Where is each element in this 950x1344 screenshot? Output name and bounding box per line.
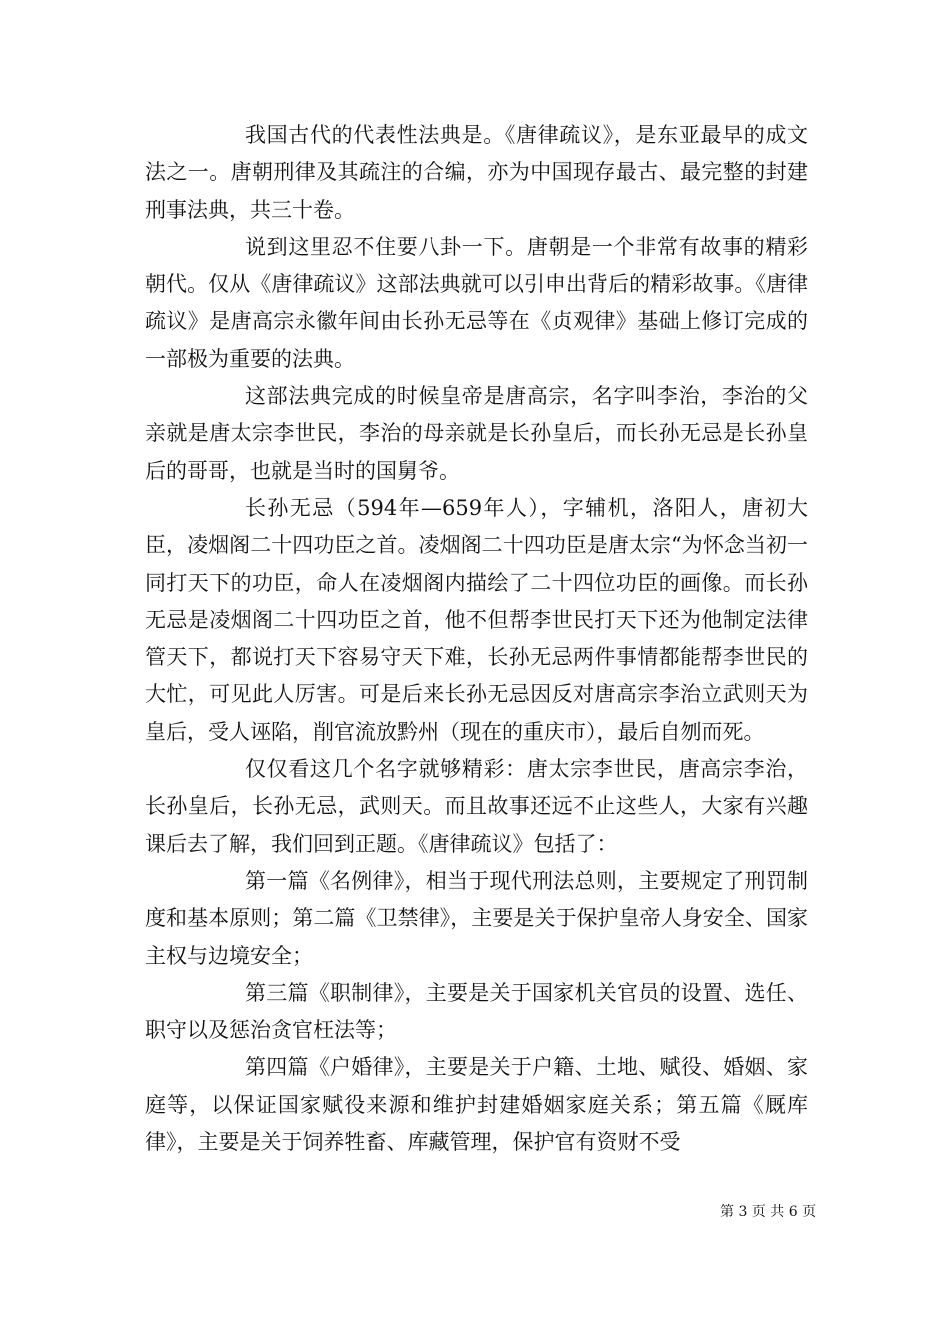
paragraph-4: 长孙无忌（594年—659年人），字辅机，洛阳人，唐初大臣，凌烟阁二十四功臣之首。凌烟阁二十四功臣是唐太宗“为怀念当初一同打天下的功臣，命人在凌烟阁内描绘了二十四位功臣的画像。而长孙无忌是凌烟阁二十四功臣之首，他不但帮李世民打天下还为他制定法律管天下，都说打天下容易守天下难，长孙无忌两件事情都能帮李世民的大忙，可见此人厉害。可是后来长孙无忌因反对唐高宗李治立武则天为皇后，受人诬陷，削官流放黔州（现在的重庆市），最后自刎而死。 [145,495,808,744]
paragraph-7: 第三篇《职制律》，主要是关于国家机关官员的设置、选任、职守以及惩治贪官枉法等； [145,980,808,1043]
paragraph-8: 第四篇《户婚律》，主要是关于户籍、土地、赋役、婚姻、家庭等，以保证国家赋役来源和维护封建婚姻家庭关系；第五篇《厩库律》，主要是关于饲养牲畜、库藏管理，保护官有资财不受 [145,1055,808,1155]
document-body [145,117,808,1161]
paragraph-2: 说到这里忍不住要八卦一下。唐朝是一个非常有故事的精彩朝代。仅从《唐律疏议》这部法典就可以引申出背后的精彩故事。《唐律疏议》是唐高宗永徽年间由长孙无忌等在《贞观律》基础上修订完成的一部极为重要的法典。 [145,234,808,371]
paragraph-6: 第一篇《名例律》，相当于现代刑法总则，主要规定了刑罚制度和基本原则；第二篇《卫禁律》，主要是关于保护皇帝人身安全、国家主权与边境安全； [145,868,808,968]
page-number-footer: 第 3 页 共 6 页 [720,1204,817,1220]
paragraph-3: 这部法典完成的时候皇帝是唐高宗，名字叫李治，李治的父亲就是唐太宗李世民，李治的母亲就是长孙皇后，而长孙无忌是长孙皇后的哥哥，也就是当时的国舅爷。 [145,384,808,483]
paragraph-1: 我国古代的代表性法典是。《唐律疏议》，是东亚最早的成文法之一。唐朝刑律及其疏注的合编，亦为中国现存最古、最完整的封建刑事法典，共三十卷。 [145,123,808,222]
paragraph-5: 仅仅看这几个名字就够精彩：唐太宗李世民，唐高宗李治，长孙皇后，长孙无忌，武则天。而且故事还远不止这些人，大家有兴趣课后去了解，我们回到正题。《唐律疏议》包括了： [145,757,808,856]
